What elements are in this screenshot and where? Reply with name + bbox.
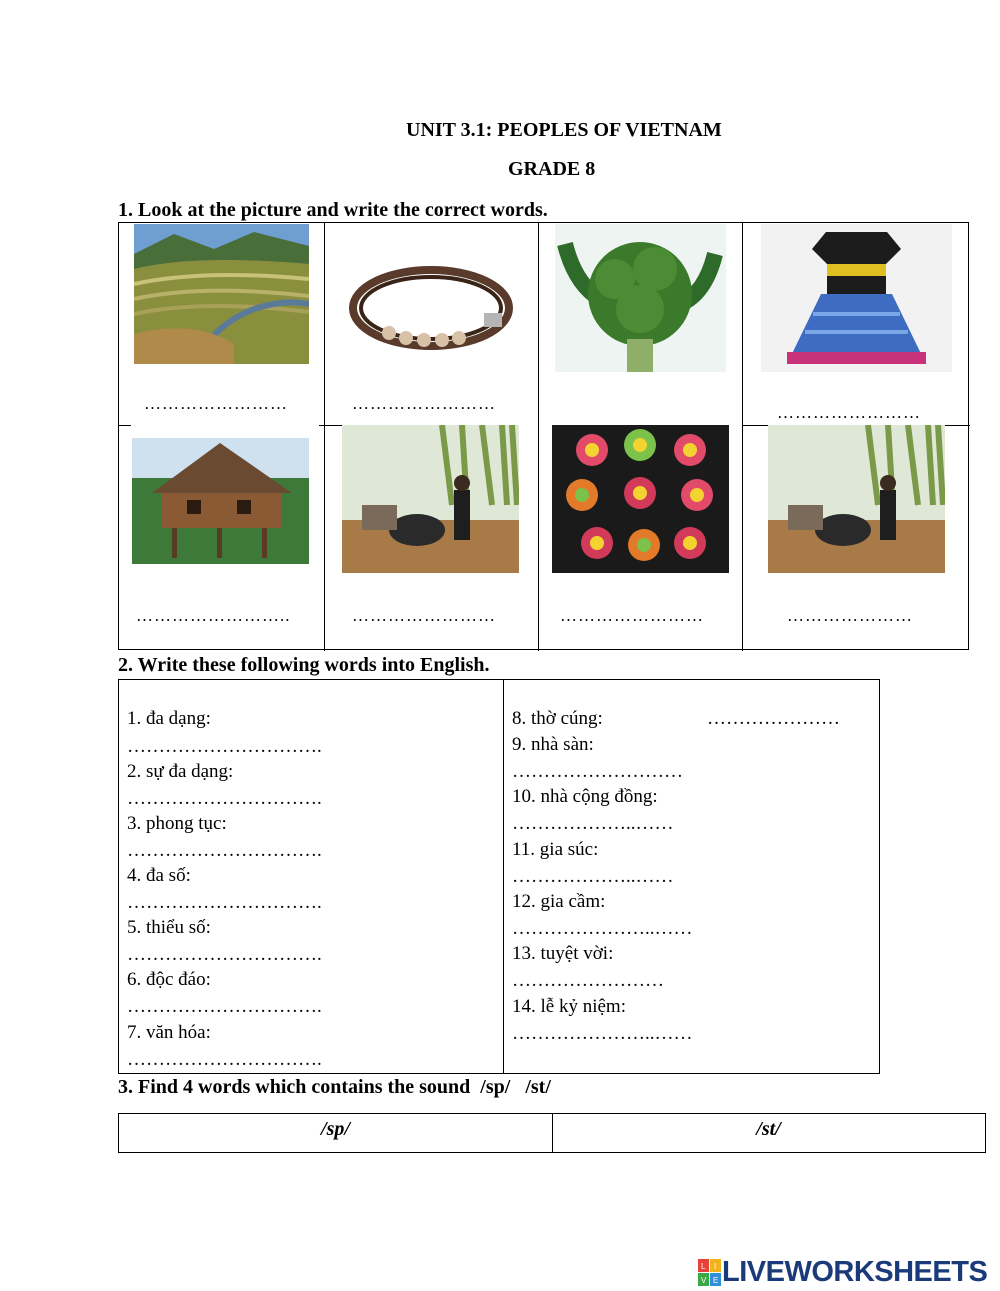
logo-badge-icon <box>698 1259 722 1287</box>
vocab-blank[interactable]: …………………..…… <box>512 1023 693 1044</box>
stilt-house-photo <box>132 438 309 564</box>
vocab-word: 13. tuyệt vời: <box>512 943 614 964</box>
picture-blank[interactable]: …………………… <box>352 394 496 413</box>
section2-heading: 2. Write these following words into English. <box>118 654 490 676</box>
colorful-cakes-photo <box>552 425 729 573</box>
svg-text:E: E <box>713 1275 719 1285</box>
vocab-blank[interactable]: …………………..…… <box>512 918 693 939</box>
vocab-blank[interactable]: …………………… <box>512 970 664 991</box>
vocab-blank[interactable]: ………………… <box>707 708 840 729</box>
broccoli-photo <box>555 224 726 372</box>
vocab-word: 5. thiểu số: <box>127 917 211 938</box>
svg-text:L: L <box>701 1261 706 1271</box>
vocab-word: 6. độc đáo: <box>127 969 211 990</box>
sound-table <box>118 1113 986 1153</box>
picture-blank[interactable]: …………………… <box>352 606 496 625</box>
liveworksheets-logo <box>698 1256 987 1289</box>
grade-label: GRADE 8 <box>508 158 596 180</box>
vocab-word: 8. thờ cúng: <box>512 708 603 729</box>
picture-blank[interactable]: ………………… <box>787 606 913 625</box>
buffalo-cart-photo <box>342 425 519 573</box>
picture-blank[interactable]: …………………… <box>560 606 704 625</box>
bracelet-photo <box>344 253 519 363</box>
vocab-blank[interactable]: …………………………. <box>127 736 322 757</box>
rice-terraces-photo <box>134 224 309 364</box>
vocab-word: 3. phong tục: <box>127 813 227 834</box>
vocab-word: 7. văn hóa: <box>127 1022 211 1043</box>
st-column-header: /st/ <box>756 1118 781 1140</box>
vocab-blank[interactable]: …………………………. <box>127 996 322 1017</box>
page-title: UNIT 3.1: PEOPLES OF VIETNAM <box>406 119 722 141</box>
vocab-blank[interactable]: ……………………… <box>512 761 683 782</box>
vocab-word: 14. lễ kỷ niệm: <box>512 996 626 1017</box>
svg-text:I: I <box>714 1261 717 1271</box>
logo-text: LIVEWORKSHEETS <box>722 1256 988 1288</box>
vocab-blank[interactable]: …………………………. <box>127 944 322 965</box>
vocab-word: 9. nhà sàn: <box>512 734 594 755</box>
vocab-word: 4. đa số: <box>127 865 191 886</box>
sp-column-header: /sp/ <box>321 1118 350 1140</box>
picture-blank[interactable]: …………………… <box>777 403 921 422</box>
ethnic-dress-photo <box>761 224 952 372</box>
vocab-word: 1. đa dạng: <box>127 708 211 729</box>
vocab-blank[interactable]: ………………..…… <box>512 866 674 887</box>
section3-heading: 3. Find 4 words which contains the sound /sp/ /st/ <box>118 1076 551 1098</box>
vocab-word: 11. gia súc: <box>512 839 599 860</box>
picture-grid <box>118 222 969 650</box>
picture-blank[interactable]: …………………… <box>144 394 288 413</box>
vocab-blank[interactable]: …………………………. <box>127 892 322 913</box>
vocab-blank[interactable]: …………………………. <box>127 840 322 861</box>
vocab-table <box>118 679 880 1074</box>
vocab-word: 10. nhà cộng đồng: <box>512 786 658 807</box>
vocab-word: 2. sự đa dạng: <box>127 761 234 782</box>
section1-heading: 1. Look at the picture and write the correct words. <box>118 199 548 221</box>
buffalo-cart-photo <box>768 425 945 573</box>
vocab-blank[interactable]: …………………………. <box>127 788 322 809</box>
svg-text:V: V <box>701 1275 707 1285</box>
vocab-blank[interactable]: ………………..…… <box>512 813 674 834</box>
vocab-blank[interactable]: …………………………. <box>127 1049 322 1070</box>
vocab-word: 12. gia cầm: <box>512 891 606 912</box>
picture-blank[interactable]: …………………….. <box>136 606 291 625</box>
